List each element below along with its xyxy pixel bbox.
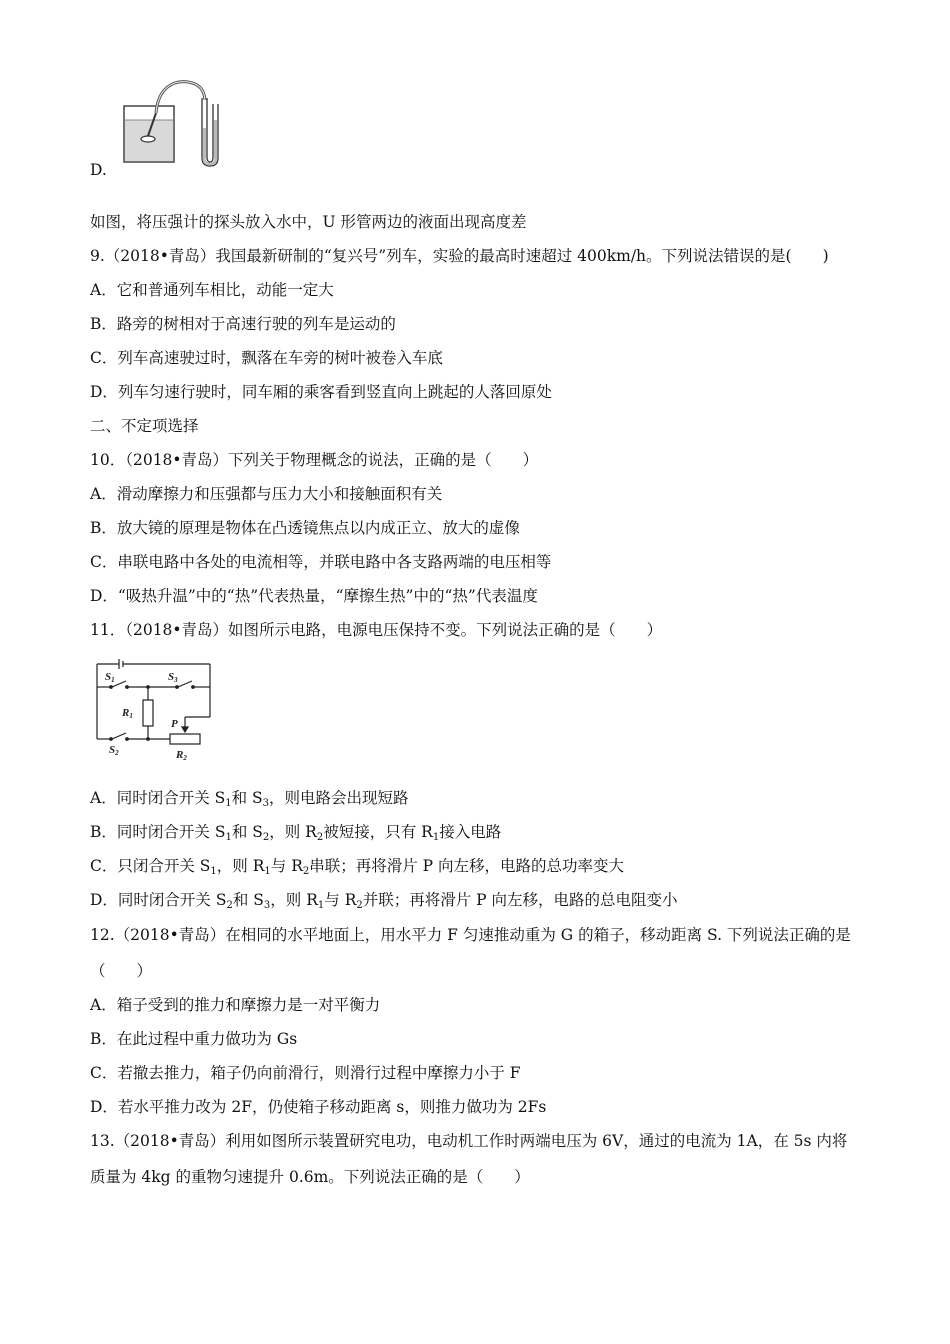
- label-s2: S2: [109, 744, 119, 757]
- label-r1: R1: [122, 707, 133, 720]
- q10-option-a: A．滑动摩擦力和压强都与压力大小和接触面积有关: [90, 485, 443, 503]
- circuit-diagram: [92, 655, 217, 765]
- q13-stem-continued: 质量为 4kg 的重物匀速提升 0.6m。下列说法正确的是（ ）: [90, 1168, 530, 1186]
- q12-option-d: D．若水平推力改为 2F，仍使箱子移动距离 s，则推力做功为 2Fs: [90, 1098, 547, 1116]
- label-s3: S3: [168, 671, 178, 684]
- q10-option-d: D．“吸热升温”中的“热”代表热量，“摩擦生热”中的“热”代表温度: [90, 587, 538, 605]
- q12-option-c: C．若撤去推力，箱子仍向前滑行，则滑行过程中摩擦力小于 F: [90, 1064, 521, 1082]
- q10-option-c: C．串联电路中各处的电流相等，并联电路中各支路两端的电压相等: [90, 553, 552, 571]
- q12-option-a: A．箱子受到的推力和摩擦力是一对平衡力: [90, 996, 381, 1014]
- q9-stem: 9.（2018•青岛）我国最新研制的“复兴号”列车，实验的最高时速超过 400km/h。下列说法错误的是( ): [90, 247, 829, 265]
- q13-stem: 13.（2018•青岛）利用如图所示装置研究电功，电动机工作时两端电压为 6V，通过的电流为 1A，在 5s 内将: [90, 1132, 848, 1150]
- q12-stem-bracket: （ ）: [90, 962, 153, 980]
- q10-option-b: B．放大镜的原理是物体在凸透镜焦点以内成正立、放大的虚像: [90, 519, 520, 537]
- label-p: P: [171, 718, 178, 730]
- q9-option-c: C．列车高速驶过时，飘落在车旁的树叶被卷入车底: [90, 349, 443, 367]
- q9-option-d: D．列车匀速行驶时，同车厢的乘客看到竖直向上跳起的人落回原处: [90, 383, 552, 401]
- q12-option-b: B．在此过程中重力做功为 Gs: [90, 1030, 298, 1048]
- q11-stem: 11．（2018•青岛）如图所示电路，电源电压保持不变。下列说法正确的是（ ）: [90, 621, 663, 639]
- q11-option-a: A．同时闭合开关 $S_1$和 $S_3$，则电路会出现短路: [90, 789, 409, 809]
- q9-option-b: B．路旁的树相对于高速行驶的列车是运动的: [90, 315, 396, 333]
- label-s1: S1: [105, 671, 115, 684]
- q12-stem: 12.（2018•青岛）在相同的水平地面上，用水平力 F 匀速推动重为 G 的箱子，移动距离 S. 下列说法正确的是: [90, 926, 851, 944]
- pressure-gauge-figure: [118, 78, 233, 170]
- q10-stem: 10．（2018•青岛）下列关于物理概念的说法，正确的是（ ）: [90, 451, 539, 469]
- q8-option-d-label: D.: [90, 161, 107, 179]
- section-heading: 二、不定项选择: [90, 417, 199, 435]
- label-r2: R2: [176, 749, 187, 762]
- q11-option-b: B．同时闭合开关 $S_1$和 $S_2$，则 $R_2$被短接，只有 $R_1$接入电路: [90, 823, 502, 843]
- q11-option-c: C．只闭合开关 $S_1$，则 $R_1$与 $R_2$串联；再将滑片 P 向左移，电路的总功率变大: [90, 857, 625, 877]
- q8-option-d-text: 如图，将压强计的探头放入水中，U 形管两边的液面出现高度差: [90, 213, 527, 231]
- q11-option-d: D．同时闭合开关 $S_2$和 $S_3$，则 $R_1$与 $R_2$并联；再将滑片 P 向左移，电路的总电阻变小: [90, 891, 678, 911]
- q9-option-a: A．它和普通列车相比，动能一定大: [90, 281, 334, 299]
